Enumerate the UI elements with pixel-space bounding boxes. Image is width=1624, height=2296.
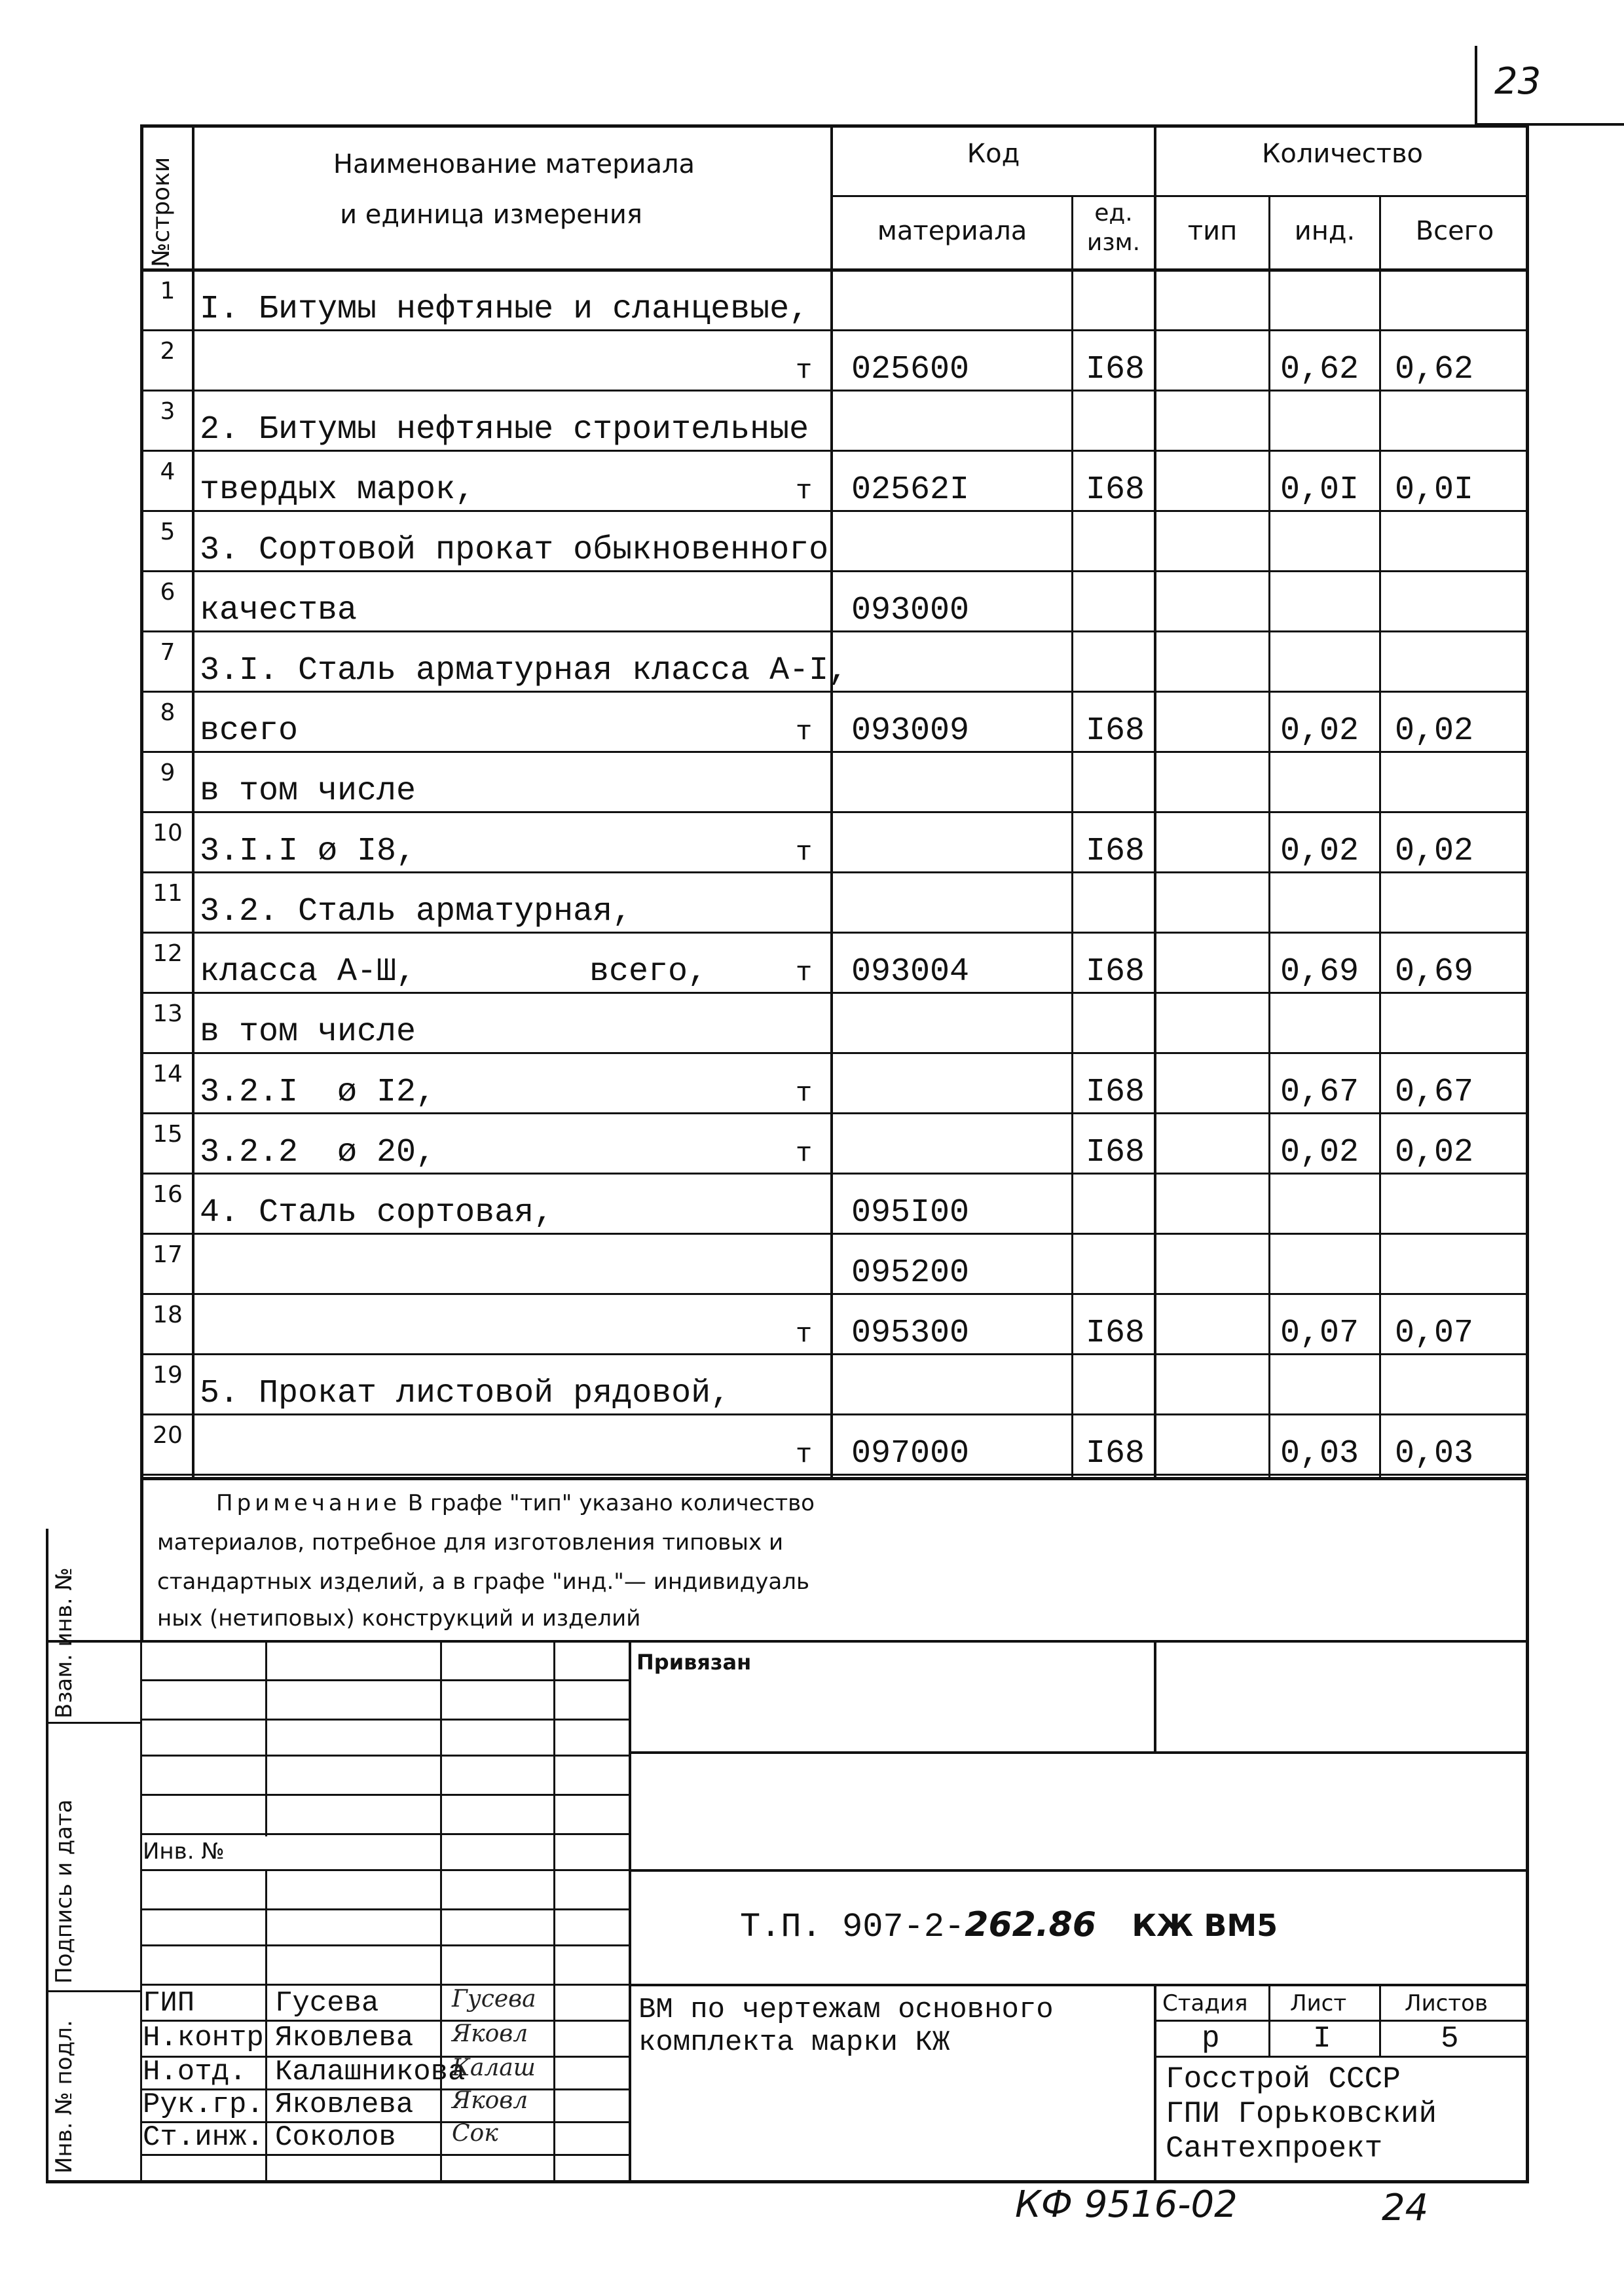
unit-code: I68 [1086, 471, 1145, 509]
qty-total: 0,02 [1395, 1134, 1474, 1171]
note-line3: стандартных изделий, а в графе "инд."— индивидуаль [157, 1569, 810, 1595]
role: Н.контр [143, 2022, 264, 2054]
note-line2: материалов, потребное для изготовления типовых и [157, 1529, 784, 1556]
unit-code: I68 [1086, 833, 1145, 870]
material-name: 3.I.I ø I8, [200, 833, 416, 870]
material-code: 095200 [851, 1254, 970, 1292]
row-number: 18 [153, 1302, 183, 1328]
qty-total: 0,69 [1395, 953, 1474, 991]
sheet-label: Лист [1290, 1990, 1347, 2016]
row-number-header: №строки [148, 156, 175, 267]
unit-abbr: т [796, 1319, 813, 1350]
material-name: 3. Сортовой прокат обыкновенного [200, 532, 829, 569]
material-code: 02562I [851, 471, 970, 509]
material-code: 095I00 [851, 1194, 970, 1231]
stage-label: Стадия [1162, 1990, 1248, 2016]
qty-ind: 0,62 [1280, 351, 1359, 388]
material-name: 2. Битумы нефтяные строительные [200, 411, 809, 448]
qty-total: 0,62 [1395, 351, 1474, 388]
qty-total: 0,0I [1395, 471, 1474, 509]
footer-code: КФ 9516-02 [1015, 2183, 1238, 2226]
person-name: Яковлева [275, 2022, 414, 2054]
unit-abbr: т [796, 1078, 813, 1109]
qty-total: 0,02 [1395, 712, 1474, 750]
material-name: 3.2.I ø I2, [200, 1074, 436, 1111]
note-lead: Примечание [216, 1490, 401, 1516]
row-number: 4 [160, 458, 175, 485]
qty-ind: 0,07 [1280, 1315, 1359, 1352]
org-line2: ГПИ Горьковский [1166, 2097, 1437, 2131]
inv-no-label: Инв. № [143, 1838, 225, 1865]
person-name: Соколов [275, 2121, 396, 2154]
code-header: Код [967, 139, 1020, 169]
stage-value: р [1202, 2022, 1220, 2056]
row-number: 16 [153, 1181, 183, 1208]
material-name-mid: всего, [589, 953, 708, 991]
sheet-value: I [1313, 2022, 1331, 2056]
unit-abbr: т [796, 837, 813, 868]
unit-abbr: т [796, 1439, 813, 1470]
qty-ind: 0,02 [1280, 833, 1359, 870]
row-number: 5 [160, 519, 175, 545]
unit-code: I68 [1086, 1134, 1145, 1171]
row-number: 19 [153, 1362, 183, 1389]
row-number: 15 [153, 1121, 183, 1148]
row-number: 10 [153, 820, 183, 847]
unit-abbr: т [796, 1138, 813, 1169]
person-name: Гусева [275, 1987, 379, 2020]
unit-code: I68 [1086, 953, 1145, 991]
org-line3: Сантехпроект [1166, 2132, 1383, 2166]
row-number: 1 [160, 278, 175, 304]
qty-total: 0,07 [1395, 1315, 1474, 1352]
org-line1: Госстрой СССР [1166, 2062, 1401, 2096]
signature: Гусева [452, 1986, 536, 2013]
privyazan-label: Привязан [637, 1650, 752, 1675]
material-name: в том числе [200, 1013, 416, 1051]
quantity-header: Количество [1261, 139, 1423, 169]
type-header: тип [1187, 216, 1238, 246]
signature: Яковл [452, 2020, 528, 2047]
signature: Сок [452, 2120, 498, 2147]
row-number: 14 [153, 1061, 183, 1087]
role: Н.отд. [143, 2056, 247, 2088]
name-header-line2: и единица измерения [340, 200, 642, 230]
doc-mark: КЖ ВМ5 [1132, 1908, 1278, 1943]
note-line4: ных (нетиповых) конструкций и изделий [157, 1605, 641, 1631]
unit-code: I68 [1086, 712, 1145, 750]
material-code: 097000 [851, 1435, 970, 1472]
material-name: в том числе [200, 773, 416, 810]
row-number: 20 [153, 1422, 183, 1449]
row-number: 3 [160, 398, 175, 425]
row-number: 8 [160, 699, 175, 726]
qty-ind: 0,02 [1280, 712, 1359, 750]
unit-abbr: т [796, 957, 813, 989]
qty-ind: 0,67 [1280, 1074, 1359, 1111]
qty-ind: 0,0I [1280, 471, 1359, 509]
material-name: 3.2.2 ø 20, [200, 1134, 436, 1171]
qty-ind: 0,02 [1280, 1134, 1359, 1171]
row-number: 12 [153, 940, 183, 967]
material-name: твердых марок, [200, 471, 475, 509]
row-number: 7 [160, 639, 175, 666]
role: ГИП [143, 1987, 195, 2020]
row-number: 2 [160, 338, 175, 365]
material-code: 025600 [851, 351, 970, 388]
page-number: 23 [1494, 60, 1541, 103]
qty-total: 0,02 [1395, 833, 1474, 870]
material-name: 4. Сталь сортовая, [200, 1194, 554, 1231]
row-number: 6 [160, 579, 175, 606]
sheets-label: Листов [1405, 1990, 1488, 2016]
material-code: 095300 [851, 1315, 970, 1352]
vzam-inv-label: Взам. инв. № [51, 1567, 77, 1719]
material-code: 093000 [851, 592, 970, 629]
signature: Калаш [452, 2054, 536, 2081]
person-name: Калашникова [275, 2056, 466, 2088]
unit-abbr: т [796, 475, 813, 507]
material-name: качества [200, 592, 358, 629]
row-number: 11 [153, 880, 183, 907]
note-line1: В графе "тип" указано количество [407, 1490, 815, 1516]
material-name: 5. Прокат листовой рядовой, [200, 1375, 731, 1412]
footer-number: 24 [1382, 2187, 1429, 2229]
material-code-header: материала [877, 216, 1027, 246]
title-line1: ВМ по чертежам основного [638, 1994, 1054, 2026]
unit-header-line2: изм. [1086, 229, 1141, 256]
material-name: 3.I. Сталь арматурная класса A-I, [200, 652, 849, 689]
qty-total: 0,67 [1395, 1074, 1474, 1111]
sheets-value: 5 [1441, 2022, 1459, 2056]
name-header-line1: Наименование материала [333, 149, 695, 179]
role: Рук.гр. [143, 2088, 264, 2121]
row-number: 13 [153, 1000, 183, 1027]
qty-ind: 0,69 [1280, 953, 1359, 991]
qty-total: 0,03 [1395, 1435, 1474, 1472]
material-name: 3.2. Сталь арматурная, [200, 893, 633, 930]
person-name: Яковлева [275, 2088, 414, 2121]
role: Ст.инж. [143, 2121, 264, 2154]
material-code: 093009 [851, 712, 970, 750]
unit-abbr: т [796, 716, 813, 748]
qty-ind: 0,03 [1280, 1435, 1359, 1472]
unit-code: I68 [1086, 1315, 1145, 1352]
material-name: класса A-Ш, [200, 953, 416, 991]
inv-podl-label: Инв. № подл. [51, 2020, 77, 2174]
document-code [740, 1905, 1278, 1946]
signature: Яковл [452, 2087, 528, 2114]
unit-header-line1: ед. [1094, 200, 1133, 227]
unit-code: I68 [1086, 1074, 1145, 1111]
unit-code: I68 [1086, 351, 1145, 388]
ind-header: инд. [1294, 216, 1356, 246]
material-name: I. Битумы нефтяные и сланцевые, [200, 291, 809, 328]
doc-code-prefix: Т.П. 907-2- [740, 1908, 965, 1946]
row-number: 9 [160, 759, 175, 786]
total-header: Всего [1415, 216, 1494, 246]
unit-abbr: т [796, 355, 813, 386]
material-code: 093004 [851, 953, 970, 991]
material-name: всего [200, 712, 299, 750]
row-number: 17 [153, 1241, 183, 1268]
unit-code: I68 [1086, 1435, 1145, 1472]
title-line2: комплекта марки КЖ [638, 2026, 950, 2059]
doc-code-number: 262.86 [965, 1905, 1096, 1944]
podpis-data-label: Подпись и дата [51, 1799, 77, 1984]
